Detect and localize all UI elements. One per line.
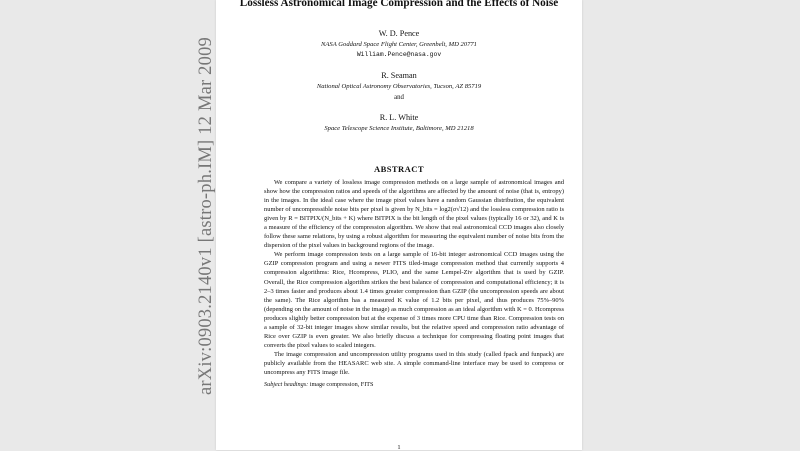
author-block-3 [216,113,582,132]
subject-headings-text: image compression, FITS [309,381,374,389]
author-name: R. L. White [379,113,419,122]
abstract-paragraph: The image compression and uncompression utility programs used in this study (called fpack and funpack) are publicly available from the HEASARC web site. A simple command-line interface may be used to compress or uncompress any FITS image file. [264,350,564,376]
author-name: R. Seaman [381,71,417,80]
author-affiliation: NASA Goddard Space Flight Center, Greenbelt, MD 20771 [321,41,477,48]
paper-page [216,0,582,450]
abstract-paragraph: We perform image compression tests on a large sample of 16-bit integer astronomical CCD images using the GZIP compression program and using a newer FITS tiled-image compression method that currently supports 4 compression algorithms: Rice, Hcompress, PLIO, and the same Lempel-Ziv algorithm that is used by GZIP. Overall, the Rice compression algorithm strikes the best balance of compression and computational efficiency; it is 2–3 times faster and produces about 1.4 times greater compression than GZIP (the uncompression speeds are about the same). The Rice algorithm has a measured K value of 1.2 bits per pixel, and thus produces 75%–90% (depending on the amount of noise in the image) as much compression as an ideal algorithm with K = 0. Hcompress produces slightly better compression but at the expense of 3 times more CPU time than Rice. Compression tests on a sample of 32-bit integer images show similar results, but the relative speed and compression ratio advantage of Rice over GZIP is even greater. We also briefly discuss a technique for compressing floating point images that converts the pixel values to scaled integers. [264,251,564,349]
author-affiliation: National Optical Astronomy Observatories, Tucson, AZ 85719 [316,83,482,90]
subject-headings-label: Subject headings: [264,381,309,389]
author-affiliation: Space Telescope Science Institute, Baltimore, MD 21218 [324,125,474,132]
author-email: William.Pence@nasa.gov [356,51,442,58]
author-name: W. D. Pence [378,29,420,38]
page-number: 1 [397,444,401,451]
author-conjunction: and [394,94,404,101]
abstract-body [264,178,564,389]
abstract-paragraph: We compare a variety of lossless image compression methods on a large sample of astronomical images and show how the compression ratios and speeds of the algorithms are affected by the amount of noise (that is, entropy) in the images. In the ideal case where the image pixel values have a random Gaussian distribution, the equivalent number of uncompressible noise bits per pixel is given by N_bits = log2(σ√12) and the lossless compression ratio is given by R = BITPIX/(N_bits + K) where BITPIX is the bit length of the pixel values (typically 16 or 32), and K is a measure of the efficiency of the compression algorithm. We show that real astronomical CCD images also closely follow these same relations, by using a robust algorithm for measuring the equivalent number of noise bits from the dispersion of the pixel values in background regions of the image. [264,179,564,250]
abstract-heading: ABSTRACT [374,164,424,174]
arxiv-identifier: arXiv:0903.2140v1 [astro-ph.IM] 12 Mar 2009 [196,37,216,395]
author-block-2 [216,71,582,101]
author-block-1 [216,29,582,58]
subject-headings [264,380,564,389]
paper-title: Lossless Astronomical Image Compression and the Effects of Noise [239,0,559,9]
